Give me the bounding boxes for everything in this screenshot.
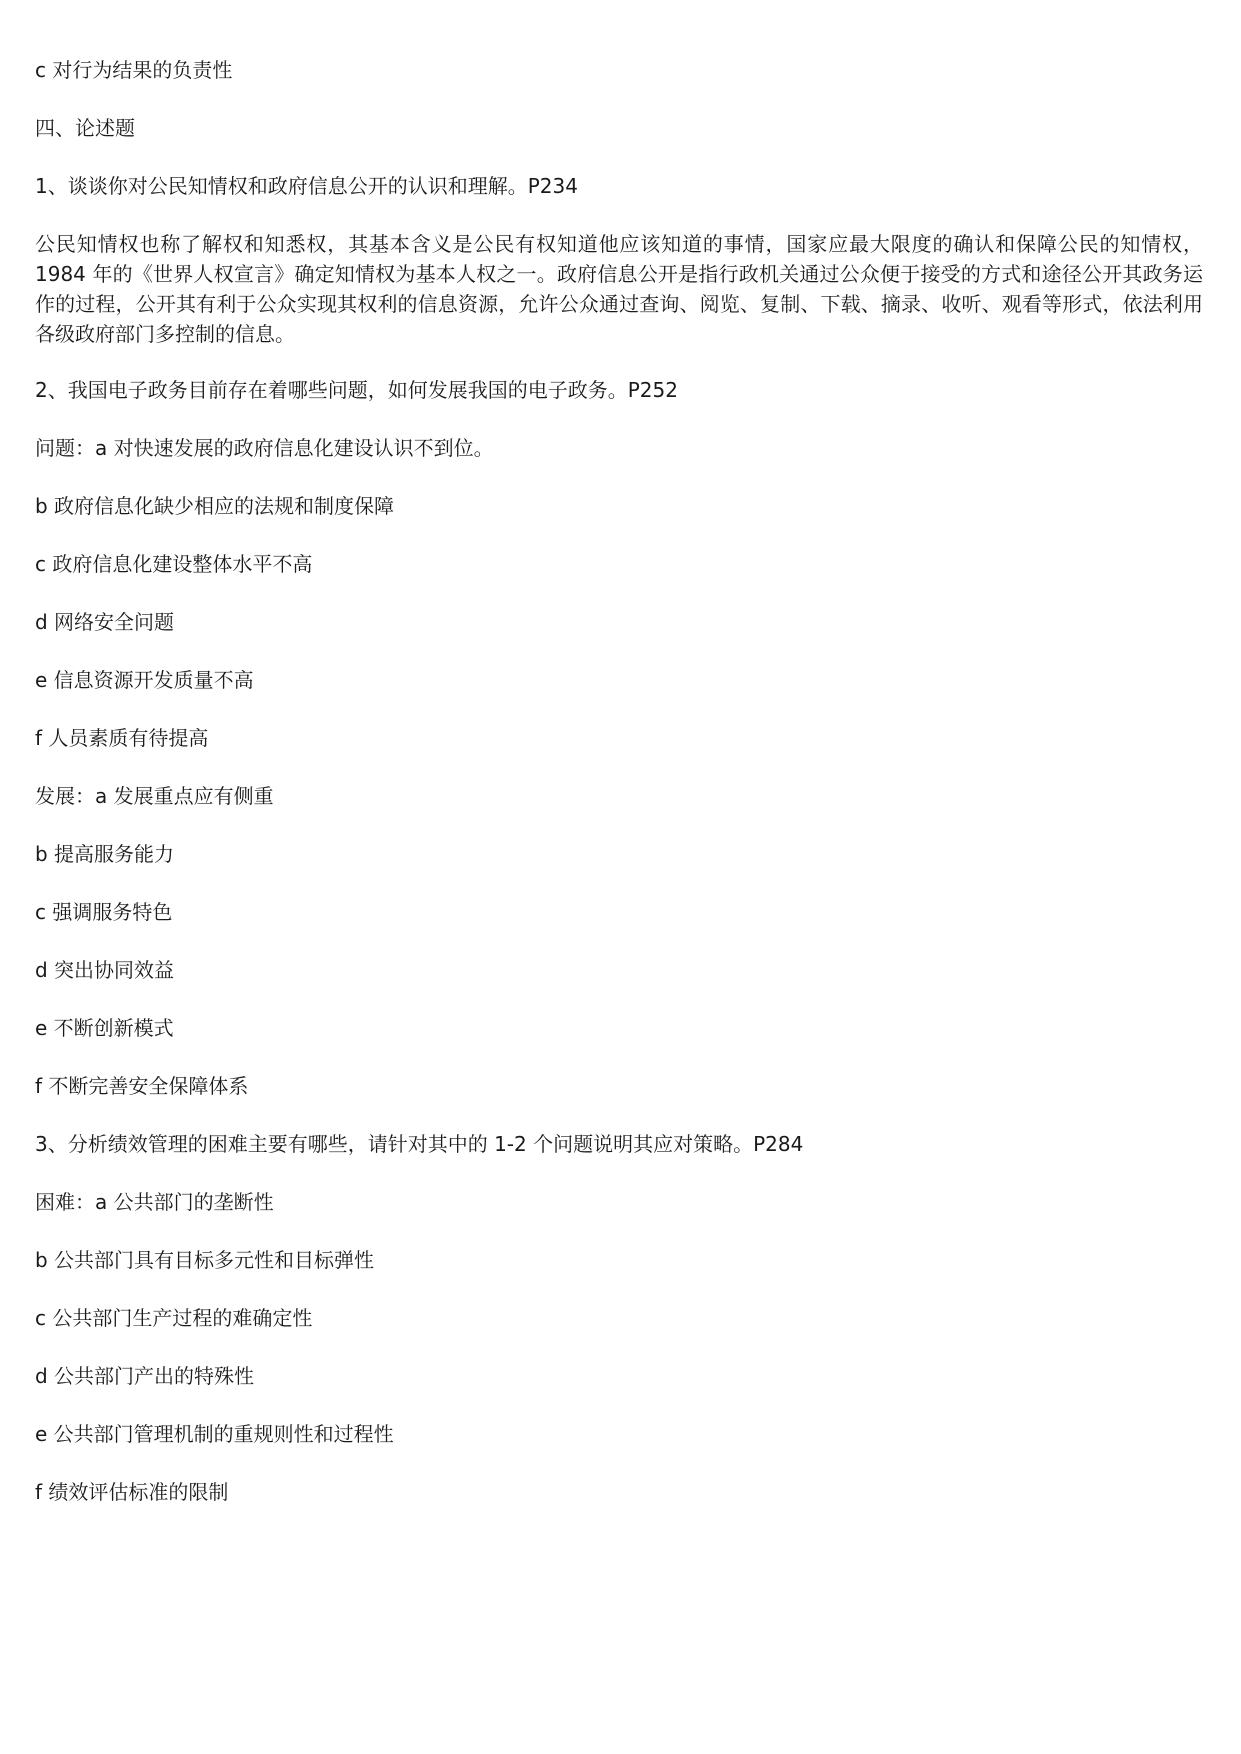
answer-paragraph: 公民知情权也称了解权和知悉权，其基本含义是公民有权知道他应该知道的事情，国家应最大限度的确认和保障公民的知情权，1984 年的《世界人权宣言》确定知情权为基本人权之一。政府信息公开是指行政机关通过公众便于接受的方式和途径公开其政务运作的过程，公开其有利于公众实现其权利的信息资源，允许公众通过查询、阅览、复制、下载、摘录、收听、观看等形式，依法利用各级政府部门多控制的信息。 — [35, 232, 1203, 346]
text-line: c 公共部门生产过程的难确定性 — [35, 1306, 313, 1330]
text-line: 问题：a 对快速发展的政府信息化建设认识不到位。 — [35, 436, 494, 460]
text-line: b 提高服务能力 — [35, 842, 175, 866]
text-line: c 对行为结果的负责性 — [35, 58, 233, 82]
text-line: e 信息资源开发质量不高 — [35, 668, 254, 692]
section-heading: 四、论述题 — [35, 116, 135, 140]
question-heading: 2、我国电子政务目前存在着哪些问题，如何发展我国的电子政务。P252 — [35, 378, 678, 402]
text-line: e 不断创新模式 — [35, 1016, 174, 1040]
question-heading: 3、分析绩效管理的困难主要有哪些，请针对其中的 1-2 个问题说明其应对策略。P284 — [35, 1132, 804, 1156]
text-line: f 不断完善安全保障体系 — [35, 1074, 249, 1098]
question-heading: 1、谈谈你对公民知情权和政府信息公开的认识和理解。P234 — [35, 174, 578, 198]
text-line: f 绩效评估标准的限制 — [35, 1480, 229, 1504]
text-line: f 人员素质有待提高 — [35, 726, 209, 750]
text-line: c 强调服务特色 — [35, 900, 173, 924]
text-line: d 公共部门产出的特殊性 — [35, 1364, 255, 1388]
text-line: d 突出协同效益 — [35, 958, 175, 982]
text-line: b 公共部门具有目标多元性和目标弹性 — [35, 1248, 375, 1272]
text-line: d 网络安全问题 — [35, 610, 175, 634]
text-line: e 公共部门管理机制的重规则性和过程性 — [35, 1422, 394, 1446]
text-line: b 政府信息化缺少相应的法规和制度保障 — [35, 494, 395, 518]
text-line: 困难：a 公共部门的垄断性 — [35, 1190, 274, 1214]
text-line: 发展：a 发展重点应有侧重 — [35, 784, 274, 808]
text-line: c 政府信息化建设整体水平不高 — [35, 552, 313, 576]
